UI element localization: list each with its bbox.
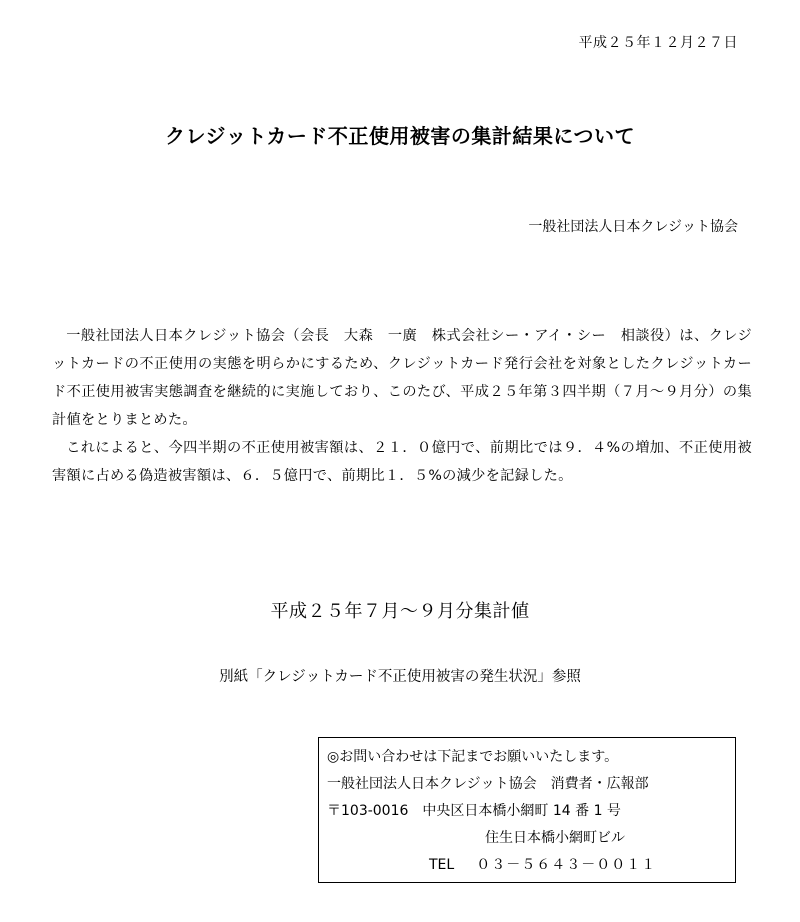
paragraph-results: これによると、今四半期の不正使用被害額は、２１．０億円で、前期比では９．４%の増加、不正使用被害額に占める偽造被害額は、６．５億円で、前期比１．５%の減少を記録した。 [52, 440, 752, 484]
paragraph-intro: 一般社団法人日本クレジット協会（会長 大森 一廣 株式会社シー・アイ・シー 相談役）は、クレジットカードの不正使用の実態を明らかにするため、クレジットカード発行会社を対象としたクレジットカード不正使用被害実態調査を継続的に実施しており、このたび、平成２５年第３四半期（７月～９月分）の集計値をとりまとめた。 [52, 328, 752, 428]
contact-address-line2: 住生日本橋小網町ビル [485, 830, 625, 846]
contact-address-line1: 〒103-0016 中央区日本橋小網町 14 番 1 号 [327, 803, 621, 819]
contact-intro: ◎お問い合わせは下記までお願いいたします。 [327, 749, 619, 765]
contact-box [318, 737, 736, 883]
body-text [52, 322, 752, 490]
contact-phone [327, 852, 735, 879]
issuing-organization: 一般社団法人日本クレジット協会 [528, 219, 738, 235]
phone-label: TEL [429, 857, 455, 873]
period-subheading: 平成２５年７月～９月分集計値 [270, 601, 530, 622]
phone-number: ０３－５６４３－００１１ [476, 857, 657, 873]
document-date: 平成２５年１２月２７日 [578, 35, 738, 51]
document-title: クレジットカード不正使用被害の集計結果について [165, 124, 635, 148]
contact-org-dept: 一般社団法人日本クレジット協会 消費者・広報部 [327, 776, 649, 792]
attachment-reference: 別紙「クレジットカード不正使用被害の発生状況」参照 [219, 669, 581, 685]
